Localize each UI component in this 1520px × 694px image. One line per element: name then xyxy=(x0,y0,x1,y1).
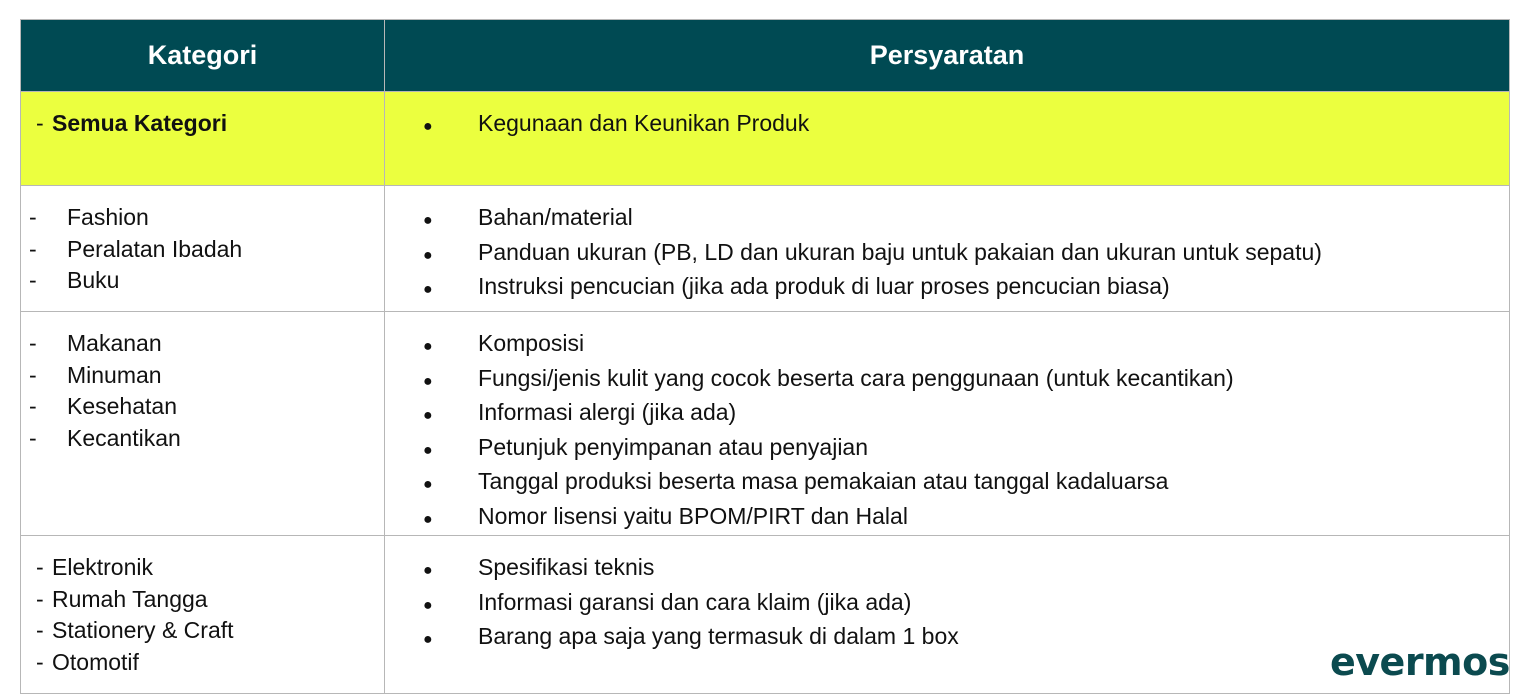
bullet-icon: ● xyxy=(423,372,433,390)
requirement-item xyxy=(385,271,1509,306)
table-header-row xyxy=(21,20,1510,92)
table-row xyxy=(21,92,1510,186)
dash-marker: - xyxy=(36,617,44,643)
category-label: Minuman xyxy=(67,361,162,388)
requirement-text: Spesifikasi teknis xyxy=(478,554,655,580)
requirement-item xyxy=(385,328,1509,363)
bullet-icon: ● xyxy=(423,596,433,614)
category-label: Kecantikan xyxy=(67,424,181,451)
category-item xyxy=(21,360,384,392)
category-item xyxy=(21,552,384,584)
category-label: Peralatan Ibadah xyxy=(67,235,243,262)
category-item xyxy=(21,202,384,234)
requirement-item xyxy=(385,587,1509,622)
dash-marker: - xyxy=(29,267,37,293)
category-item xyxy=(21,584,384,616)
evermos-logo: evermos xyxy=(1330,640,1510,684)
requirement-text: Fungsi/jenis kulit yang cocok beserta cara penggunaan (untuk kecantikan) xyxy=(478,364,1234,391)
requirement-text: Barang apa saja yang termasuk di dalam 1 box xyxy=(478,623,959,649)
bullet-icon: ● xyxy=(423,631,433,648)
category-cell xyxy=(21,92,385,186)
requirement-item xyxy=(385,466,1509,501)
dash-marker: - xyxy=(36,585,44,612)
dash-marker: - xyxy=(29,204,37,230)
dash-marker: - xyxy=(29,424,37,451)
requirements-cell xyxy=(385,186,1510,312)
requirement-text: Petunjuk penyimpanan atau penyajian xyxy=(478,433,869,460)
category-item xyxy=(21,108,384,140)
requirement-text: Komposisi xyxy=(478,330,585,356)
requirements-cell xyxy=(385,92,1510,186)
category-cell xyxy=(21,536,385,694)
requirements-cell xyxy=(385,312,1510,536)
category-label: Kesehatan xyxy=(67,393,177,419)
requirement-item xyxy=(385,108,1509,143)
bullet-icon: ● xyxy=(423,118,433,135)
requirement-text: Bahan/material xyxy=(478,204,633,230)
category-label: Semua Kategori xyxy=(52,110,228,136)
category-label: Buku xyxy=(67,267,120,293)
bullet-icon: ● xyxy=(423,562,433,579)
header-persyaratan: Persyaratan xyxy=(385,20,1510,92)
header-kategori: Kategori xyxy=(21,20,385,92)
category-label: Otomotif xyxy=(52,648,139,675)
table-row xyxy=(21,312,1510,536)
category-label: Fashion xyxy=(67,204,149,230)
category-cell xyxy=(21,312,385,536)
requirement-text: Informasi alergi (jika ada) xyxy=(478,399,737,425)
category-item xyxy=(21,328,384,360)
category-cell xyxy=(21,186,385,312)
bullet-icon: ● xyxy=(423,212,433,229)
category-item xyxy=(21,391,384,423)
category-label: Makanan xyxy=(67,330,162,356)
dash-marker: - xyxy=(36,110,44,136)
category-item xyxy=(21,423,384,455)
requirement-item xyxy=(385,397,1509,432)
dash-marker: - xyxy=(29,330,37,356)
category-item xyxy=(21,234,384,266)
requirement-text: Panduan ukuran (PB, LD dan ukuran baju untuk pakaian dan ukuran untuk sepatu) xyxy=(478,238,1322,265)
table-row xyxy=(21,536,1510,694)
requirement-item xyxy=(385,202,1509,237)
requirements-table xyxy=(20,19,1510,694)
bullet-icon: ● xyxy=(423,441,433,459)
category-label: Elektronik xyxy=(52,554,153,580)
requirement-text: Nomor lisensi yaitu BPOM/PIRT dan Halal xyxy=(478,502,908,529)
category-label: Rumah Tangga xyxy=(52,585,208,612)
dash-marker: - xyxy=(29,361,37,388)
bullet-icon: ● xyxy=(423,246,433,264)
table-row xyxy=(21,186,1510,312)
dash-marker: - xyxy=(29,235,37,262)
dash-marker: - xyxy=(36,554,44,580)
bullet-icon: ● xyxy=(423,338,433,355)
bullet-icon: ● xyxy=(423,281,433,298)
category-item xyxy=(21,265,384,297)
requirement-item xyxy=(385,501,1509,536)
dash-marker: - xyxy=(36,648,44,675)
requirement-text: Tanggal produksi beserta masa pemakaian atau tanggal kadaluarsa xyxy=(478,468,1169,494)
dash-marker: - xyxy=(29,393,37,419)
category-label: Stationery & Craft xyxy=(52,617,234,643)
bullet-icon: ● xyxy=(423,407,433,424)
bullet-icon: ● xyxy=(423,476,433,493)
requirement-text: Kegunaan dan Keunikan Produk xyxy=(478,110,810,136)
requirement-item xyxy=(385,363,1509,398)
requirement-text: Instruksi pencucian (jika ada produk di luar proses pencucian biasa) xyxy=(478,273,1170,299)
bullet-icon: ● xyxy=(423,510,433,528)
requirement-text: Informasi garansi dan cara klaim (jika ada) xyxy=(478,588,912,615)
requirement-item xyxy=(385,432,1509,467)
category-item xyxy=(21,647,384,679)
category-item xyxy=(21,615,384,647)
requirement-item xyxy=(385,552,1509,587)
requirement-item xyxy=(385,237,1509,272)
